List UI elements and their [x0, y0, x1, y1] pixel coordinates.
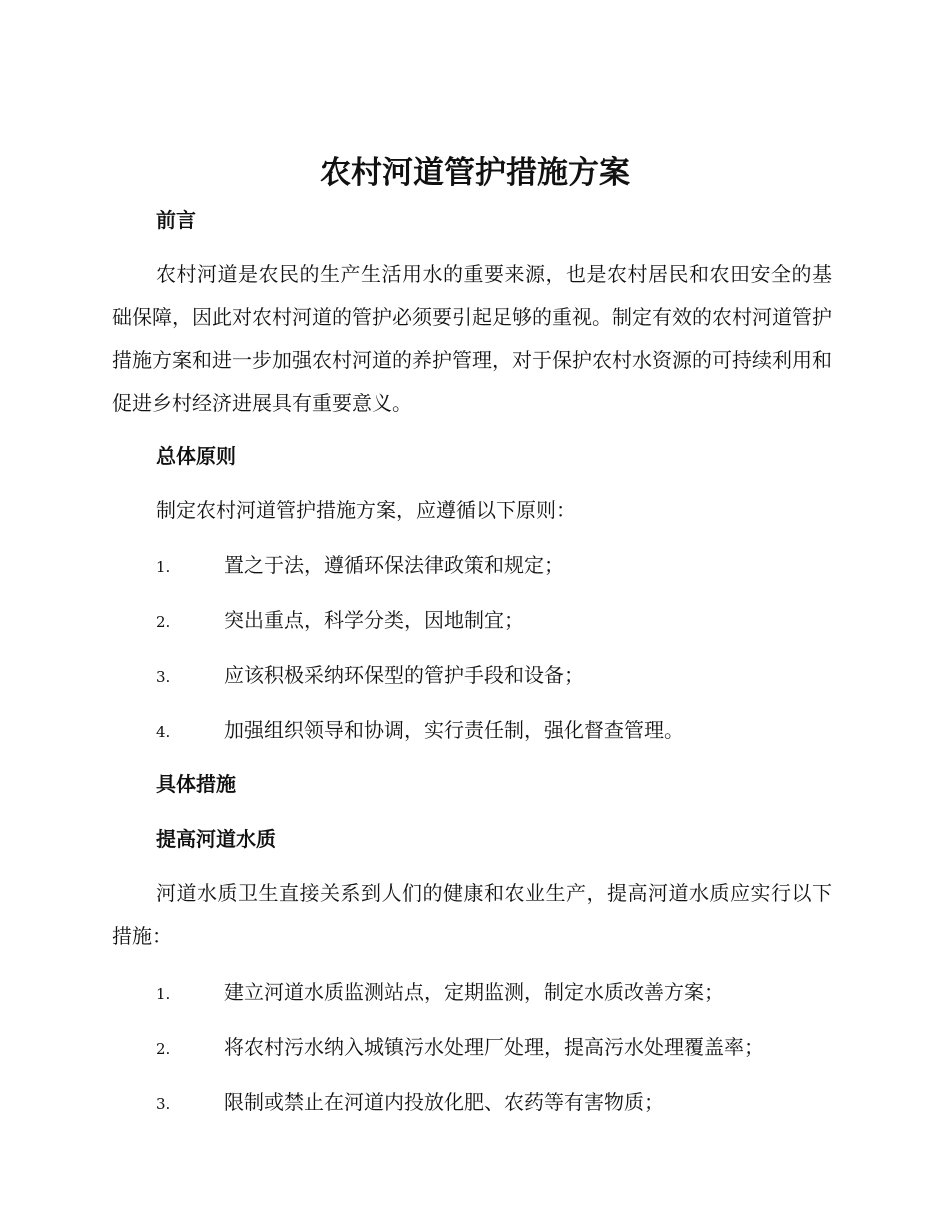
list-number: 2.	[156, 613, 171, 631]
measures-heading: 具体措施	[156, 772, 236, 796]
list-number: 3.	[156, 1095, 171, 1113]
principles-list-item	[156, 660, 584, 692]
preface-heading: 前言	[156, 208, 196, 232]
list-number: 3.	[156, 668, 171, 686]
measures-subheading: 提高河道水质	[156, 827, 276, 851]
measures-intro-paragraph: 河道水质卫生直接关系到人们的健康和农业生产，提高河道水质应实行以下措施：	[112, 881, 832, 948]
principles-list-item	[156, 605, 524, 637]
list-text: 应该积极采纳环保型的管护手段和设备；	[224, 663, 584, 687]
list-number: 2.	[156, 1040, 171, 1058]
list-text: 突出重点，科学分类，因地制宜；	[224, 608, 524, 632]
list-text: 将农村污水纳入城镇污水处理厂处理，提高污水处理覆盖率；	[224, 1035, 764, 1059]
list-number: 1.	[156, 985, 171, 1003]
list-text: 置之于法，遵循环保法律政策和规定；	[224, 553, 564, 577]
principles-list-item	[156, 715, 684, 747]
principles-list-item	[156, 550, 564, 582]
principles-intro: 制定农村河道管护措施方案，应遵循以下原则：	[156, 498, 576, 522]
document-title: 农村河道管护措施方案	[320, 155, 630, 191]
list-text: 加强组织领导和协调，实行责任制，强化督查管理。	[224, 718, 684, 742]
list-number: 1.	[156, 558, 171, 576]
measures-list-item	[156, 1087, 664, 1119]
list-text: 建立河道水质监测站点，定期监测，制定水质改善方案；	[224, 980, 724, 1004]
measures-list-item	[156, 1032, 764, 1064]
measures-list-item	[156, 977, 724, 1009]
list-number: 4.	[156, 723, 171, 741]
list-text: 限制或禁止在河道内投放化肥、农药等有害物质；	[224, 1090, 664, 1114]
preface-paragraph: 农村河道是农民的生产生活用水的重要来源，也是农村居民和农田安全的基础保障，因此对农村河道的管护必须要引起足够的重视。制定有效的农村河道管护措施方案和进一步加强农村河道的养护管理，对于保护农村水资源的可持续利用和促进乡村经济进展具有重要意义。	[112, 262, 832, 415]
principles-heading: 总体原则	[156, 444, 236, 468]
